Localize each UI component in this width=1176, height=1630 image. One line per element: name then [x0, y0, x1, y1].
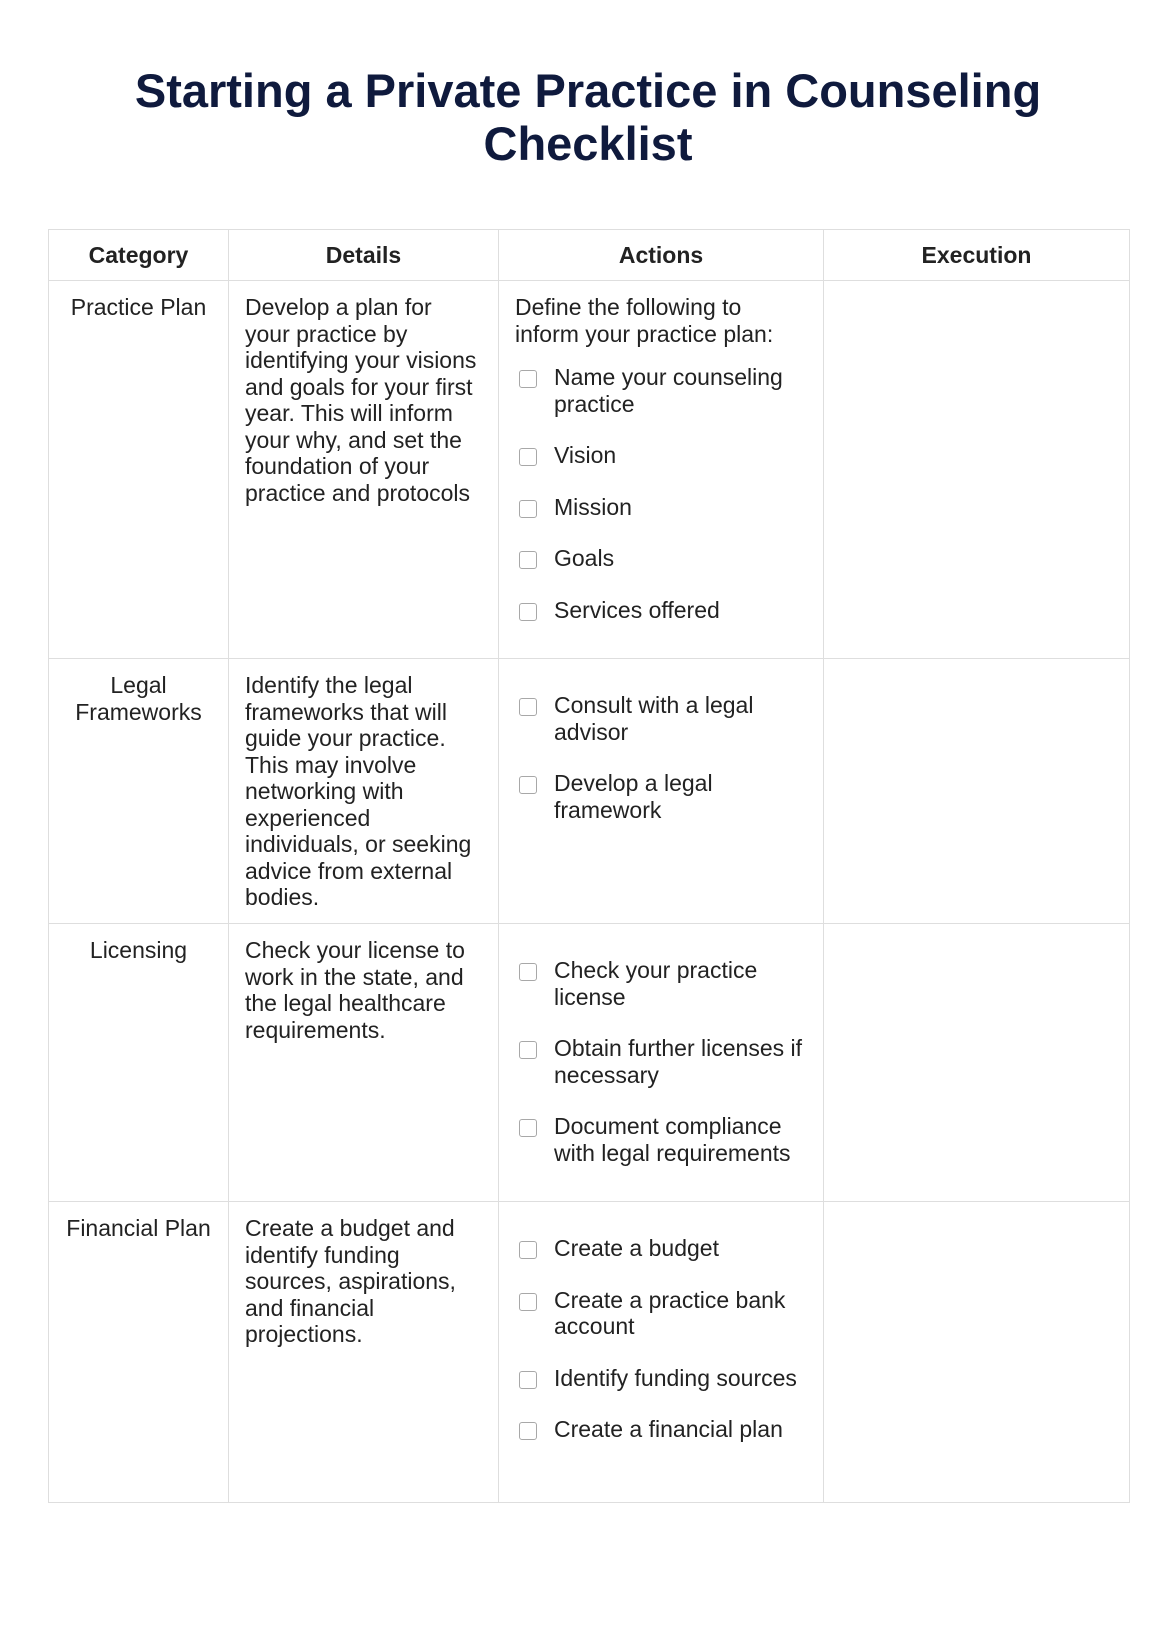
checklist-item[interactable]	[515, 770, 807, 823]
actions-cell	[499, 659, 824, 924]
checkbox[interactable]	[519, 551, 537, 569]
checklist-item-label: Create a budget	[554, 1235, 719, 1261]
checklist-item-label: Create a practice bank account	[554, 1286, 786, 1339]
checklist-item-label: Name your counseling practice	[554, 364, 783, 417]
checklist-item-label: Identify funding sources	[554, 1364, 797, 1391]
checklist-item[interactable]	[515, 1113, 807, 1166]
checklist-item[interactable]	[515, 692, 807, 745]
details-cell: Check your license to work in the state, and the legal healthcare requirements.	[229, 924, 499, 1202]
checklist-item[interactable]	[515, 957, 807, 1010]
checklist-item-label: Goals	[554, 545, 615, 571]
checklist-item[interactable]	[515, 1235, 807, 1262]
actions-intro: Define the following to inform your practice plan:	[515, 294, 774, 347]
header-category: Category	[49, 230, 229, 281]
category-cell: Licensing	[49, 924, 229, 1202]
checkbox[interactable]	[519, 603, 537, 621]
header-details: Details	[229, 230, 499, 281]
action-list	[515, 692, 807, 823]
checklist-item-label: Document compliance with legal requirements	[554, 1113, 791, 1166]
category-cell: Legal Frameworks	[49, 659, 229, 924]
checklist-item[interactable]	[515, 545, 807, 572]
header-actions: Actions	[499, 230, 824, 281]
checkbox[interactable]	[519, 776, 537, 794]
checkbox[interactable]	[519, 448, 537, 466]
execution-cell[interactable]	[824, 924, 1130, 1202]
category-cell: Practice Plan	[49, 281, 229, 659]
checklist-item[interactable]	[515, 1416, 807, 1443]
table-row	[49, 1202, 1130, 1503]
checkbox[interactable]	[519, 1241, 537, 1259]
details-cell: Create a budget and identify funding sources, aspirations, and financial projections.	[229, 1202, 499, 1503]
checklist-item[interactable]	[515, 1287, 807, 1340]
page-title: Starting a Private Practice in Counseling Checklist	[134, 64, 1042, 170]
checklist-table	[48, 229, 1130, 1503]
action-list	[515, 1235, 807, 1443]
table-row	[49, 281, 1130, 659]
execution-cell[interactable]	[824, 281, 1130, 659]
checklist-item[interactable]	[515, 1035, 807, 1088]
checklist-item-label: Services offered	[554, 596, 720, 623]
table-row	[49, 659, 1130, 924]
checklist-item[interactable]	[515, 442, 807, 469]
checklist-item-label: Mission	[554, 493, 632, 520]
checkbox[interactable]	[519, 1371, 537, 1389]
checklist-item-label: Develop a legal framework	[554, 770, 713, 823]
checklist-item-label: Consult with a legal advisor	[554, 692, 754, 745]
checkbox[interactable]	[519, 963, 537, 981]
checkbox[interactable]	[519, 1422, 537, 1440]
details-cell: Identify the legal frameworks that will guide your practice. This may involve networking with experienced individuals, or seeking advice from external bodies.	[229, 659, 499, 924]
actions-cell	[499, 281, 824, 659]
checklist-item[interactable]	[515, 597, 807, 624]
actions-cell	[499, 924, 824, 1202]
execution-cell[interactable]	[824, 1202, 1130, 1503]
action-list	[515, 364, 807, 623]
checkbox[interactable]	[519, 1293, 537, 1311]
checklist-item[interactable]	[515, 494, 807, 521]
checkbox[interactable]	[519, 370, 537, 388]
header-execution: Execution	[824, 230, 1130, 281]
category-cell: Financial Plan	[49, 1202, 229, 1503]
actions-cell	[499, 1202, 824, 1503]
execution-cell[interactable]	[824, 659, 1130, 924]
checklist-item[interactable]	[515, 1365, 807, 1392]
checklist-item[interactable]	[515, 364, 807, 417]
checklist-item-label: Create a financial plan	[554, 1416, 783, 1442]
action-list	[515, 957, 807, 1166]
details-cell: Develop a plan for your practice by identifying your visions and goals for your first year. This will inform your why, and set the foundation of your practice and protocols	[229, 281, 499, 659]
checklist-item-label: Obtain further licenses if necessary	[554, 1035, 803, 1088]
checklist-item-label: Check your practice license	[554, 957, 758, 1010]
header-row	[49, 230, 1130, 281]
checkbox[interactable]	[519, 698, 537, 716]
table-row	[49, 924, 1130, 1202]
checkbox[interactable]	[519, 1119, 537, 1137]
checkbox[interactable]	[519, 500, 537, 518]
checklist-item-label: Vision	[554, 442, 617, 468]
checkbox[interactable]	[519, 1041, 537, 1059]
